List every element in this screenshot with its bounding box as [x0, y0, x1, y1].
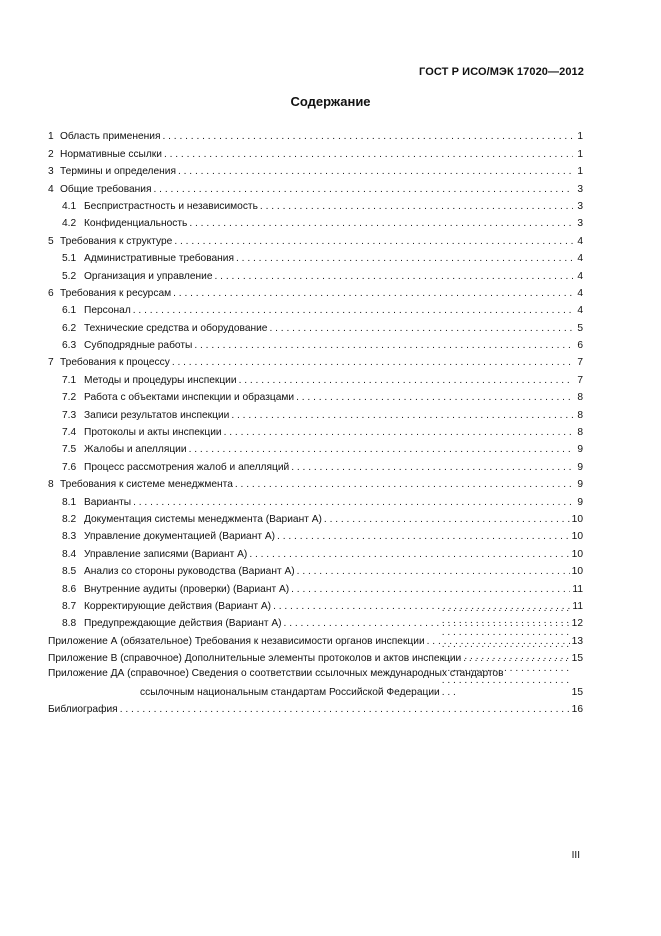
toc-label: Приложение ДА (справочное) Сведения о соответствии ссылочных международных стандартов [48, 668, 504, 680]
toc-page: 11 [572, 600, 583, 612]
toc-label: Административные требования [84, 253, 235, 265]
toc-label: Библиография [48, 703, 118, 715]
toc-subentry[interactable] [48, 422, 583, 439]
toc-number: 8 [48, 479, 54, 491]
toc-number: 4.2 [62, 218, 77, 230]
toc-label: Требования к процессу [60, 357, 170, 369]
toc-page: 9 [577, 496, 583, 508]
toc-label: Приложение В (справочное) Дополнительные элементы протоколов и актов инспекции [48, 653, 462, 665]
toc-number: 6 [48, 287, 54, 299]
toc-label: Субподрядные работы [84, 340, 193, 352]
toc-page: 8 [577, 392, 583, 404]
toc-page: 15 [571, 686, 583, 698]
toc-subentry[interactable] [48, 491, 583, 508]
toc-page: 1 [577, 166, 583, 178]
toc-number: 5.1 [62, 253, 77, 265]
toc-number: 6.2 [62, 322, 77, 334]
toc-subentry[interactable] [48, 196, 583, 213]
toc-entry[interactable] [48, 178, 583, 195]
toc-number: 5 [48, 235, 54, 247]
toc-number: 2 [48, 148, 54, 160]
toc-label: Нормативные ссылки [60, 148, 162, 160]
toc-number: 7.5 [62, 444, 77, 456]
toc-page: 16 [571, 703, 583, 715]
toc-label: Общие требования [60, 183, 152, 195]
toc-subentry[interactable] [48, 561, 583, 578]
toc-label: Область применения [60, 131, 161, 143]
toc-number: 5.2 [62, 270, 77, 282]
toc-number: 7.4 [62, 427, 77, 439]
toc-page: 6 [577, 340, 583, 352]
toc-page: 15 [571, 653, 583, 665]
toc-label: Организация и управление [84, 270, 213, 282]
toc-subentry[interactable] [48, 404, 583, 421]
toc-label-continued: ссылочным национальным стандартам Российской Федерации [140, 686, 440, 698]
toc-subentry[interactable] [48, 543, 583, 560]
toc-subentry[interactable] [48, 265, 583, 282]
toc-number: 8.6 [62, 583, 77, 595]
toc-number: 8.1 [62, 496, 77, 508]
toc-page: 3 [577, 218, 583, 230]
toc-entry[interactable] [48, 126, 583, 143]
toc-number: 8.2 [62, 513, 77, 525]
toc-entry[interactable] [48, 474, 583, 491]
toc-subentry[interactable] [48, 509, 583, 526]
toc-number: 6.3 [62, 340, 77, 352]
toc-page: 1 [577, 148, 583, 160]
toc-label: Предупреждающие действия (Вариант А) [84, 618, 282, 630]
toc-number: 7.2 [62, 392, 77, 404]
toc-page: 1 [577, 131, 583, 143]
toc-entry[interactable] [48, 352, 583, 369]
toc-number: 8.3 [62, 531, 77, 543]
table-of-contents [48, 126, 583, 716]
toc-subentry[interactable] [48, 526, 583, 543]
toc-page: 8 [577, 409, 583, 421]
toc-number: 7.3 [62, 409, 77, 421]
toc-number: 7 [48, 357, 54, 369]
toc-page: 10 [571, 548, 583, 560]
toc-page: 12 [571, 618, 583, 630]
toc-page: 4 [577, 270, 583, 282]
toc-label: Требования к системе менеджмента [60, 479, 233, 491]
toc-subentry[interactable] [48, 335, 583, 352]
toc-number: 8.5 [62, 566, 77, 578]
toc-page: 4 [577, 235, 583, 247]
toc-number: 8.4 [62, 548, 77, 560]
toc-page: 7 [577, 357, 583, 369]
toc-number: 4 [48, 183, 54, 195]
toc-page: 9 [577, 444, 583, 456]
toc-number: 7.6 [62, 461, 77, 473]
toc-label: Требования к ресурсам [60, 287, 172, 299]
toc-entry[interactable] [48, 161, 583, 178]
toc-entry[interactable] [48, 230, 583, 247]
toc-label: Процесс рассмотрения жалоб и апелляций [84, 461, 290, 473]
toc-label: Варианты [84, 496, 132, 508]
toc-label: Документация системы менеджмента (Вариант А) [84, 513, 322, 525]
page-title: Содержание [290, 94, 371, 109]
toc-label: Требования к структуре [60, 235, 173, 247]
toc-entry[interactable] [48, 143, 583, 160]
toc-subentry[interactable] [48, 456, 583, 473]
toc-label: Приложение А (обязательное) Требования к независимости органов инспекции [48, 635, 425, 647]
toc-page: 3 [577, 200, 583, 212]
toc-label: Управление записями (Вариант А) [84, 548, 248, 560]
document-header: ГОСТ Р ИСО/МЭК 17020—2012 [419, 66, 584, 78]
toc-page: 13 [571, 635, 583, 647]
toc-label: Беспристрастность и независимость [84, 200, 258, 212]
toc-page: 7 [577, 374, 583, 386]
toc-subentry[interactable] [48, 578, 583, 595]
toc-page: 9 [577, 479, 583, 491]
toc-label: Внутренние аудиты (проверки) (Вариант А) [84, 583, 290, 595]
toc-page: 9 [577, 461, 583, 473]
toc-page: 3 [577, 183, 583, 195]
page-number: III [571, 850, 580, 861]
toc-label: Корректирующие действия (Вариант А) [84, 600, 272, 612]
toc-page: 11 [572, 583, 583, 595]
toc-page: 10 [571, 513, 583, 525]
toc-label: Записи результатов инспекции [84, 409, 230, 421]
toc-appendix[interactable] [48, 665, 583, 698]
toc-label: Персонал [84, 305, 131, 317]
toc-number: 8.8 [62, 618, 77, 630]
toc-label: Работа с объектами инспекции и образцами [84, 392, 295, 404]
toc-subentry[interactable] [48, 387, 583, 404]
toc-page: 4 [577, 305, 583, 317]
toc-bibliography[interactable] [48, 699, 583, 716]
toc-page: 10 [571, 566, 583, 578]
toc-label: Протоколы и акты инспекции [84, 427, 222, 439]
toc-subentry[interactable] [48, 439, 583, 456]
toc-subentry[interactable] [48, 300, 583, 317]
toc-page: 4 [577, 287, 583, 299]
toc-label: Анализ со стороны руководства (Вариант А) [84, 566, 295, 578]
toc-entry[interactable] [48, 283, 583, 300]
toc-page: 10 [571, 531, 583, 543]
toc-page: 8 [577, 427, 583, 439]
toc-number: 6.1 [62, 305, 77, 317]
toc-label: Конфиденциальность [84, 218, 188, 230]
toc-subentry[interactable] [48, 248, 583, 265]
toc-number: 8.7 [62, 600, 77, 612]
toc-page: 4 [577, 253, 583, 265]
toc-subentry[interactable] [48, 369, 583, 386]
toc-label: Технические средства и оборудование [84, 322, 268, 334]
toc-label: Жалобы и апелляции [84, 444, 187, 456]
toc-label: Управление документацией (Вариант А) [84, 531, 276, 543]
toc-number: 1 [48, 131, 54, 143]
toc-subentry[interactable] [48, 317, 583, 334]
toc-label: Методы и процедуры инспекции [84, 374, 237, 386]
toc-number: 4.1 [62, 200, 77, 212]
toc-label: Термины и определения [60, 166, 176, 178]
toc-subentry[interactable] [48, 213, 583, 230]
toc-number: 3 [48, 166, 54, 178]
toc-number: 7.1 [62, 374, 77, 386]
toc-page: 5 [577, 322, 583, 334]
